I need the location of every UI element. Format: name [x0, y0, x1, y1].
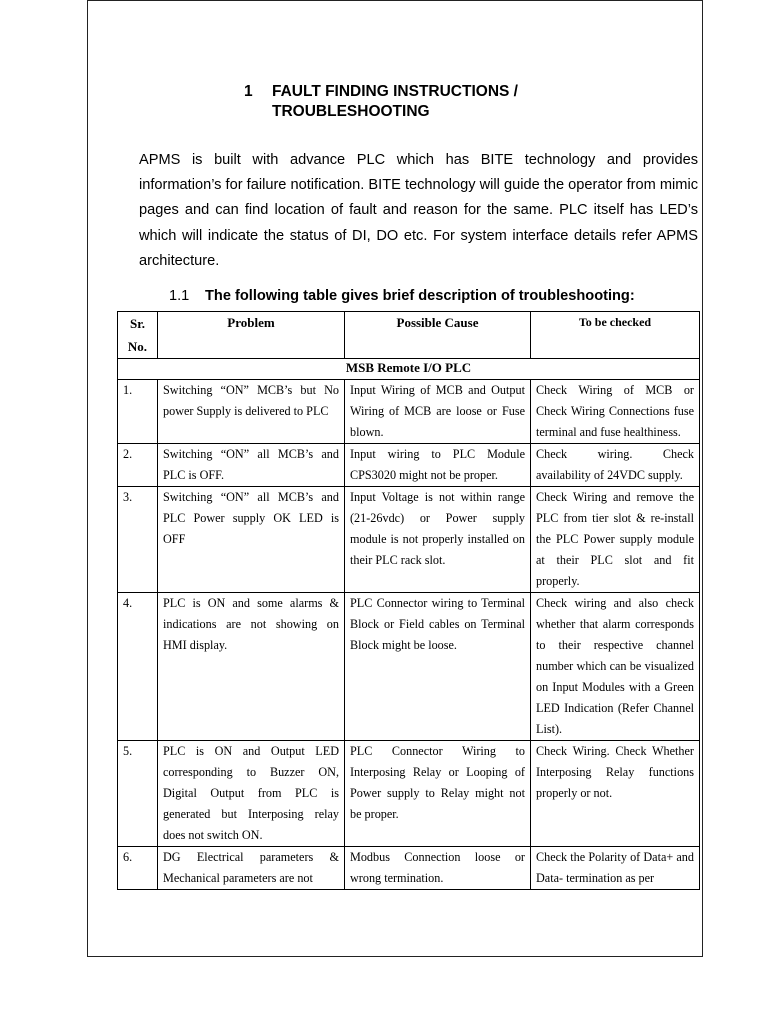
cell-possible-cause: PLC Connector Wiring to Interposing Relay or Looping of Power supply to Relay might not be proper. — [345, 741, 531, 847]
table-row — [118, 847, 700, 890]
cell-to-be-checked: Check Wiring and remove the PLC from tier slot & re-install the PLC Power supply module at their PLC slot and fit properly. — [531, 487, 700, 593]
cell-problem: PLC is ON and some alarms & indications are not showing on HMI display. — [158, 593, 345, 741]
troubleshooting-table — [117, 311, 700, 890]
subsection-heading — [169, 286, 635, 306]
cell-to-be-checked: Check Wiring. Check Whether Interposing Relay functions properly or not. — [531, 741, 700, 847]
cell-sr-no: 4. — [118, 593, 158, 741]
cell-to-be-checked: Check wiring and also check whether that alarm corresponds to their respective channel number which can be visualized on Input Modules with a Green LED Indication (Refer Channel List). — [531, 593, 700, 741]
subsection-title: The following table gives brief description of troubleshooting: — [205, 288, 635, 304]
table-row — [118, 444, 700, 487]
section-label: MSB Remote I/O PLC — [118, 359, 700, 380]
cell-to-be-checked: Check wiring. Check availability of 24VDC supply. — [531, 444, 700, 487]
cell-sr-no: 5. — [118, 741, 158, 847]
table-row — [118, 380, 700, 444]
table-header-row — [118, 312, 700, 359]
table-row — [118, 593, 700, 741]
table-section-row — [118, 359, 700, 380]
cell-sr-no: 3. — [118, 487, 158, 593]
section-heading — [244, 82, 592, 122]
cell-sr-no: 6. — [118, 847, 158, 890]
header-to-be-checked: To be checked — [531, 312, 700, 359]
cell-sr-no: 1. — [118, 380, 158, 444]
cell-to-be-checked: Check Wiring of MCB or Check Wiring Connections fuse terminal and fuse healthiness. — [531, 380, 700, 444]
cell-problem: Switching “ON” all MCB’s and PLC is OFF. — [158, 444, 345, 487]
cell-to-be-checked: Check the Polarity of Data+ and Data- termination as per — [531, 847, 700, 890]
subsection-number: 1.1 — [169, 288, 190, 304]
cell-problem: Switching “ON” MCB’s but No power Supply is delivered to PLC — [158, 380, 345, 444]
section-title: FAULT FINDING INSTRUCTIONS / TROUBLESHOOTING — [272, 83, 518, 120]
cell-sr-no: 2. — [118, 444, 158, 487]
table-row — [118, 487, 700, 593]
cell-possible-cause: Input Wiring of MCB and Output Wiring of MCB are loose or Fuse blown. — [345, 380, 531, 444]
cell-possible-cause: Input Voltage is not within range (21-26vdc) or Power supply module is not properly installed on their PLC rack slot. — [345, 487, 531, 593]
table-row — [118, 741, 700, 847]
cell-problem: PLC is ON and Output LED corresponding to Buzzer ON, Digital Output from PLC is generated but Interposing relay does not switch ON. — [158, 741, 345, 847]
section-number: 1 — [244, 83, 253, 100]
cell-problem: DG Electrical parameters & Mechanical parameters are not — [158, 847, 345, 890]
intro-paragraph: APMS is built with advance PLC which has BITE technology and provides information’s for failure notification. BITE technology will guide the operator from mimic pages and can find location of fault and reason for the same. PLC itself has LED’s which will indicate the status of DI, DO etc. For system interface details refer APMS architecture. — [139, 152, 698, 269]
header-possible-cause: Possible Cause — [345, 312, 531, 359]
cell-possible-cause: Modbus Connection loose or wrong termination. — [345, 847, 531, 890]
header-problem: Problem — [158, 312, 345, 359]
cell-problem: Switching “ON” all MCB’s and PLC Power supply OK LED is OFF — [158, 487, 345, 593]
cell-possible-cause: Input wiring to PLC Module CPS3020 might not be proper. — [345, 444, 531, 487]
header-sr-no: Sr. No. — [118, 312, 158, 359]
cell-possible-cause: PLC Connector wiring to Terminal Block or Field cables on Terminal Block might be loose. — [345, 593, 531, 741]
